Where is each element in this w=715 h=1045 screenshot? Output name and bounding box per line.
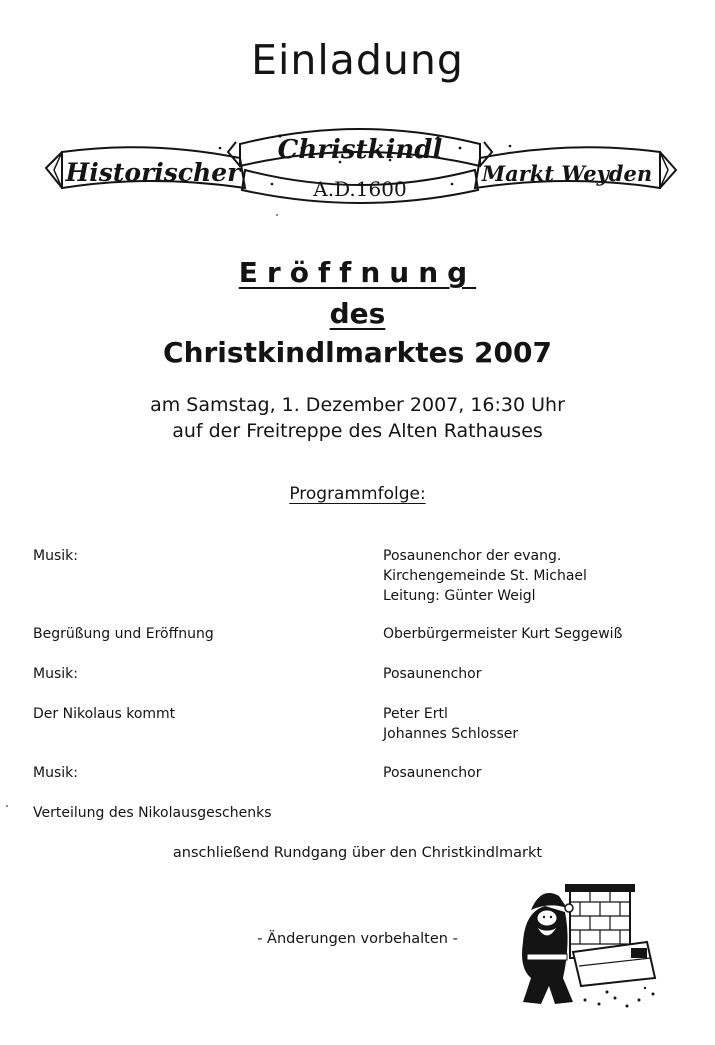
program-title: Programmfolge:: [289, 484, 426, 504]
performer-line: Kirchengemeinde St. Michael: [383, 568, 587, 584]
banner-center-text: A.D.1600: [313, 177, 407, 201]
program-item-performers: [383, 704, 518, 744]
performer-line: Peter Ertl: [383, 706, 448, 722]
event-date: am Samstag, 1. Dezember 2007, 16:30 Uhr: [150, 394, 565, 416]
program-item-performers: [383, 763, 482, 783]
banner-top-text: Christkindl: [277, 135, 443, 165]
christkindlmarkt-banner-logo: [40, 118, 680, 204]
program-item-performers: [383, 664, 482, 684]
invitation-title: Einladung: [251, 36, 464, 84]
program-item-label: Begrüßung und Eröffnung: [33, 626, 214, 642]
performer-line: Posaunenchor: [383, 765, 482, 781]
scan-speck: [6, 805, 8, 807]
performer-line: Johannes Schlosser: [383, 726, 519, 742]
program-item-label: Musik:: [33, 548, 78, 564]
program-item-label: Der Nikolaus kommt: [33, 706, 176, 722]
heading-des: des: [329, 297, 386, 330]
program-item-label: Musik:: [33, 666, 78, 682]
program-item-label: Verteilung des Nikolausgeschenks: [33, 805, 272, 821]
footer-disclaimer: - Änderungen vorbehalten -: [257, 931, 458, 947]
performer-line: Posaunenchor der evang.: [383, 548, 562, 564]
program-item-performers: [383, 624, 622, 644]
scan-speck: [276, 214, 278, 216]
performer-line: Oberbürgermeister Kurt Seggewiß: [383, 626, 623, 642]
heading-opening: Eröffnung: [238, 256, 477, 289]
program-item-label: Musik:: [33, 765, 78, 781]
performer-line: Posaunenchor: [383, 666, 482, 682]
event-location: auf der Freitreppe des Alten Rathauses: [172, 420, 543, 442]
santa-claus-chimney-icon: [515, 882, 665, 1012]
program-item-performers: [383, 546, 587, 606]
banner-left-text: Historischer: [65, 158, 241, 187]
heading-market-year: Christkindlmarktes 2007: [163, 336, 552, 369]
closing-note: anschließend Rundgang über den Christkindlmarkt: [172, 845, 543, 861]
banner-right-text: Markt Weyden: [481, 161, 653, 186]
performer-line: Leitung: Günter Weigl: [383, 588, 536, 604]
